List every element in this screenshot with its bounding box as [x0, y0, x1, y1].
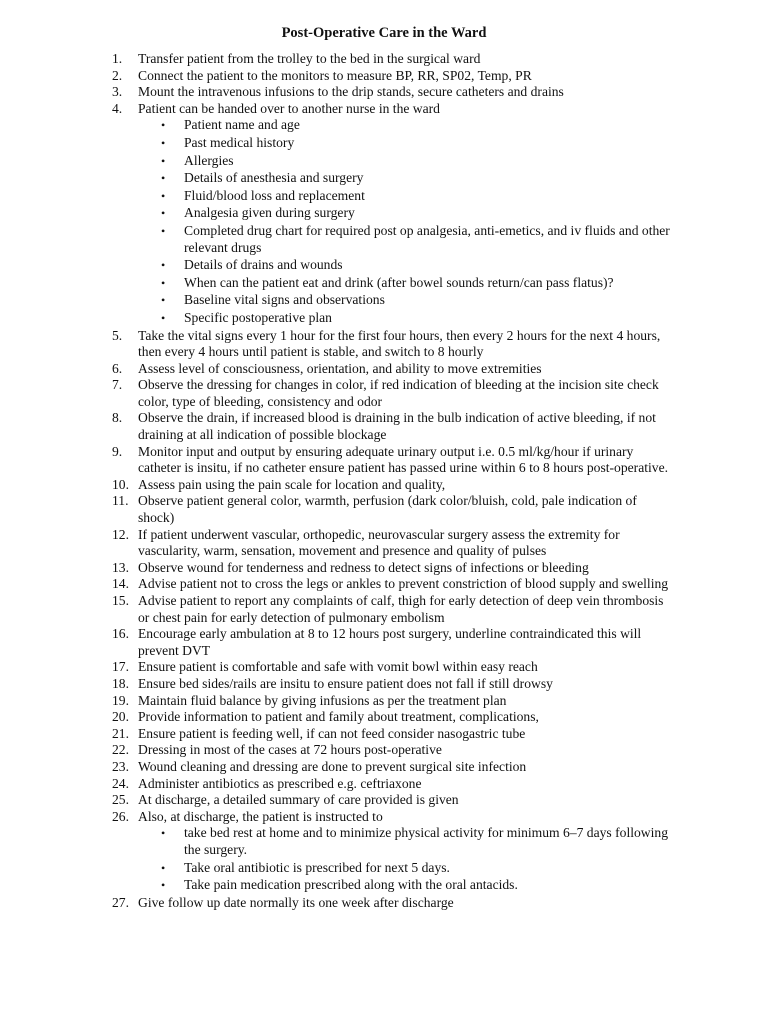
list-item: [112, 493, 672, 526]
item-text: Give follow up date normally its one week after discharge: [138, 894, 454, 910]
document-title: Post-Operative Care in the Ward: [281, 25, 487, 41]
item-number: 23.: [112, 758, 129, 774]
item-text: At discharge, a detailed summary of care provided is given: [138, 792, 459, 808]
list-item: [112, 576, 672, 593]
item-number: 26.: [112, 808, 129, 824]
item-text: Assess level of consciousness, orientation, and ability to move extremities: [138, 360, 542, 376]
item-number: 13.: [112, 559, 129, 575]
list-item: [112, 809, 672, 894]
item-text: Observe wound for tenderness and redness to detect signs of infections or bleeding: [138, 559, 589, 575]
item-number: 8.: [112, 410, 123, 426]
item-number: 19.: [112, 692, 129, 708]
item-number: 4.: [112, 100, 123, 116]
sub-list-item: [161, 825, 672, 858]
list-item: [112, 709, 672, 726]
item-number: 12.: [112, 526, 129, 542]
item-text: Encourage early ambulation at 8 to 12 hours post surgery, underline contraindicated this will prevent DVT: [138, 626, 642, 658]
list-item: [112, 726, 672, 743]
list-item: [112, 377, 672, 410]
bullet-icon: •: [161, 188, 166, 203]
item-number: 9.: [112, 443, 123, 459]
list-item: [112, 51, 672, 68]
sub-list-item: [161, 205, 672, 222]
list-item: [112, 477, 672, 494]
sub-item-text: Past medical history: [184, 134, 295, 150]
item-number: 2.: [112, 67, 123, 83]
sub-list-item: [161, 292, 672, 309]
item-text: Provide information to patient and family about treatment, complications,: [138, 709, 539, 725]
item-text: Dressing in most of the cases at 72 hours post-operative: [138, 742, 442, 758]
list-item: [112, 84, 672, 101]
item-text: Connect the patient to the monitors to measure BP, RR, SP02, Temp, PR: [138, 67, 532, 83]
bullet-icon: •: [161, 293, 166, 308]
item-number: 5.: [112, 327, 123, 343]
sub-list-item: [161, 257, 672, 274]
list-item: [112, 676, 672, 693]
item-number: 10.: [112, 476, 129, 492]
sub-item-text: take bed rest at home and to minimize physical activity for minimum 6–7 days following the surgery.: [184, 825, 668, 857]
bullet-icon: •: [161, 135, 166, 150]
list-item: [112, 593, 672, 626]
sub-list-item: [161, 134, 672, 152]
item-number: 21.: [112, 725, 129, 741]
sub-item-text: Allergies: [184, 152, 234, 168]
item-text: Wound cleaning and dressing are done to prevent surgical site infection: [138, 758, 527, 774]
sub-list-item: [161, 152, 672, 170]
item-text: Assess pain using the pain scale for location and quality,: [138, 476, 446, 492]
item-text: Administer antibiotics as prescribed e.g. ceftriaxone: [138, 775, 422, 791]
bullet-icon: •: [161, 118, 166, 133]
item-number: 11.: [112, 493, 129, 509]
sub-list-item: [161, 859, 672, 877]
item-text: Transfer patient from the trolley to the bed in the surgical ward: [138, 51, 481, 66]
list-item: [112, 410, 672, 443]
bullet-icon: •: [161, 878, 166, 893]
list-item: [112, 659, 672, 676]
sub-list: [138, 825, 672, 893]
sub-item-text: Details of drains and wounds: [184, 257, 343, 273]
care-steps-list: [112, 51, 672, 911]
bullet-icon: •: [161, 860, 166, 875]
item-number: 6.: [112, 360, 123, 376]
item-text: Maintain fluid balance by giving infusions as per the treatment plan: [138, 692, 507, 708]
item-text: Mount the intravenous infusions to the drip stands, secure catheters and drains: [138, 84, 564, 100]
item-number: 15.: [112, 593, 129, 608]
sub-list-item: [161, 877, 672, 894]
sub-list-item: [161, 117, 672, 134]
list-item: [112, 759, 672, 776]
list-item: [112, 101, 672, 327]
item-number: 27.: [112, 894, 129, 910]
item-text: Take the vital signs every 1 hour for the first four hours, then every 2 hours for the next 4 hours, then every 4 hours until patient is stable, and switch to 8 hourly: [138, 327, 661, 360]
item-number: 7.: [112, 377, 123, 393]
list-item: [112, 328, 672, 361]
item-text: Observe the dressing for changes in color, if red indication of bleeding at the incision site check color, type of bleeding, consistency and odor: [138, 377, 659, 409]
list-item: [112, 895, 672, 912]
list-item: [112, 361, 672, 378]
list-item: [112, 527, 672, 560]
bullet-icon: •: [161, 223, 166, 238]
item-text: Advise patient not to cross the legs or ankles to prevent constriction of blood supply and swelling: [138, 576, 669, 592]
sub-list-item: [161, 170, 672, 187]
sub-item-text: Patient name and age: [184, 117, 300, 133]
item-text: Also, at discharge, the patient is instructed to: [138, 808, 383, 824]
sub-list-item: [161, 187, 672, 205]
item-text: Advise patient to report any complaints of calf, thigh for early detection of deep vein thrombosis or chest pain for early detection of pulmonary embolism: [138, 593, 664, 625]
item-number: 22.: [112, 742, 129, 758]
item-text: Observe the drain, if increased blood is draining in the bulb indication of active bleeding, if not draining at all indication of possible blockage: [138, 410, 656, 443]
sub-item-text: Fluid/blood loss and replacement: [184, 187, 365, 203]
sub-list: [138, 117, 672, 326]
bullet-icon: •: [161, 171, 166, 186]
sub-item-text: When can the patient eat and drink (after bowel sounds return/can pass flatus)?: [184, 274, 614, 290]
sub-list-item: [161, 309, 672, 327]
list-item: [112, 626, 672, 659]
bullet-icon: •: [161, 310, 166, 325]
list-item: [112, 693, 672, 710]
bullet-icon: •: [161, 258, 166, 273]
item-number: 18.: [112, 675, 129, 691]
item-number: 20.: [112, 709, 129, 725]
item-number: 3.: [112, 84, 123, 100]
sub-item-text: Details of anesthesia and surgery: [184, 170, 364, 186]
item-text: Monitor input and output by ensuring adequate urinary output i.e. 0.5 ml/kg/hour if urinary catheter is insitu, if no catheter ensure patient has passed urine within 6 to 8 hours post-operative.: [138, 443, 669, 476]
item-number: 1.: [112, 51, 123, 66]
sub-list-item: [161, 222, 672, 256]
item-number: 16.: [112, 626, 129, 642]
list-item: [112, 742, 672, 759]
bullet-icon: •: [161, 153, 166, 168]
sub-item-text: Analgesia given during surgery: [184, 205, 355, 221]
item-text: Patient can be handed over to another nurse in the ward: [138, 100, 440, 116]
sub-item-text: Completed drug chart for required post op analgesia, anti-emetics, and iv fluids and other relevant drugs: [184, 222, 670, 255]
list-item: [112, 560, 672, 577]
list-item: [112, 68, 672, 85]
item-number: 25.: [112, 792, 129, 808]
item-text: If patient underwent vascular, orthopedic, neurovascular surgery assess the extremity for vascularity, warm, sensation, movement and presence and quality of pulses: [138, 526, 620, 559]
item-number: 24.: [112, 775, 129, 791]
item-text: Observe patient general color, warmth, perfusion (dark color/bluish, cold, pale indication of shock): [138, 493, 637, 526]
bullet-icon: •: [161, 206, 166, 221]
sub-item-text: Specific postoperative plan: [184, 309, 332, 325]
list-item: [112, 792, 672, 809]
item-text: Ensure patient is feeding well, if can not feed consider nasogastric tube: [138, 725, 526, 741]
sub-item-text: Take oral antibiotic is prescribed for next 5 days.: [184, 859, 450, 875]
item-number: 17.: [112, 659, 129, 675]
sub-item-text: Baseline vital signs and observations: [184, 292, 385, 308]
item-number: 14.: [112, 576, 129, 592]
bullet-icon: •: [161, 275, 166, 290]
bullet-icon: •: [161, 826, 166, 841]
list-item: [112, 776, 672, 793]
sub-list-item: [161, 274, 672, 292]
sub-item-text: Take pain medication prescribed along with the oral antacids.: [184, 877, 518, 893]
item-text: Ensure bed sides/rails are insitu to ensure patient does not fall if still drowsy: [138, 675, 553, 691]
list-item: [112, 444, 672, 477]
item-text: Ensure patient is comfortable and safe with vomit bowl within easy reach: [138, 659, 538, 675]
